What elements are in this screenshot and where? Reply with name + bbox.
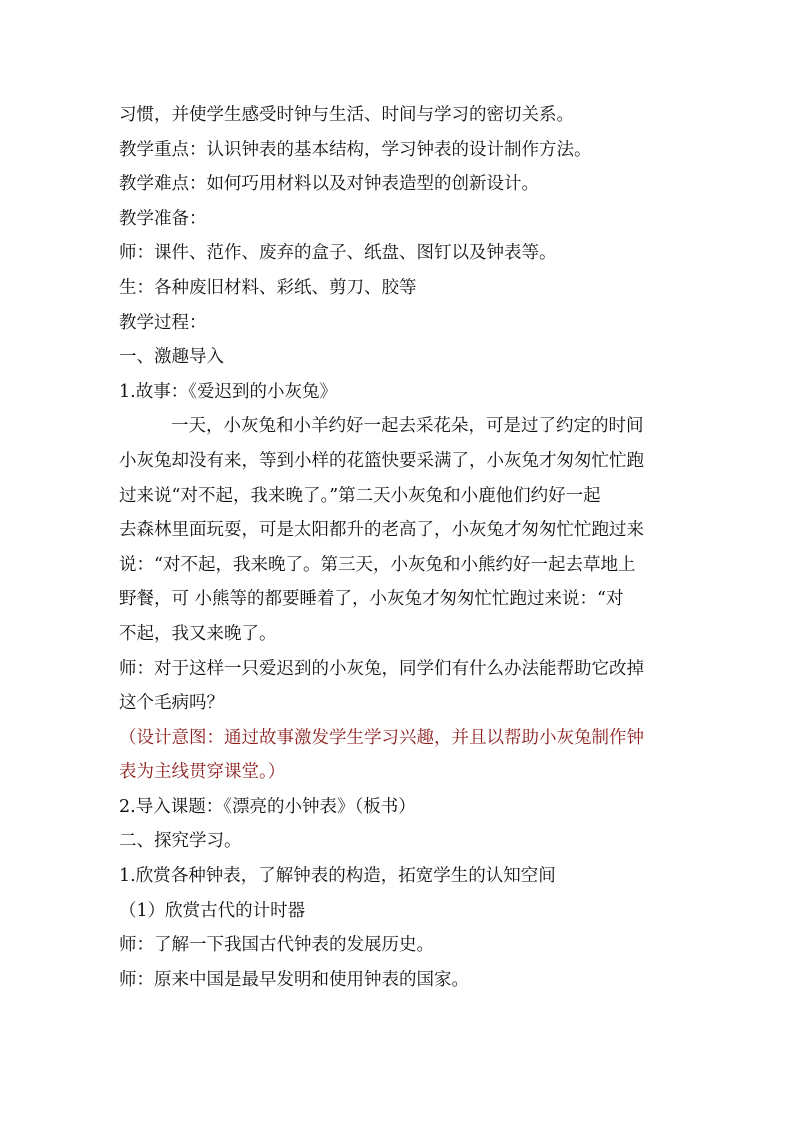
text-line: 教学准备： bbox=[119, 208, 207, 229]
text-line: 1.欣赏各种钟表，了解钟表的构造，拓宽学生的认知空间 bbox=[119, 866, 556, 887]
story-line: 去森林里面玩耍，可是太阳都升的老高了，小灰兔才匆匆忙忙跑过来 bbox=[119, 520, 644, 541]
text-line: 师：课件、范作、废弃的盒子、纸盘、图钉以及钟表等。 bbox=[119, 243, 557, 264]
text-line: 教学过程： bbox=[119, 312, 207, 333]
story-line: 说：“对不起，我来晚了。第三天，小灰兔和小熊约好一起去草地上 bbox=[119, 554, 636, 575]
story-line: 过来说“对不起，我来晚了。”第二天小灰兔和小鹿他们约好一起 bbox=[119, 485, 601, 506]
section-heading: 二、探究学习。 bbox=[119, 831, 242, 852]
design-intent-note: 表为主线贯穿课堂。） bbox=[119, 762, 286, 783]
story-line: 小灰兔却没有来，等到小样的花篮快要采满了，小灰兔才匆匆忙忙跑 bbox=[119, 450, 644, 471]
text-line: （1）欣赏古代的计时器 bbox=[119, 900, 306, 921]
text-line: 教学重点：认识钟表的基本结构，学习钟表的设计制作方法。 bbox=[119, 139, 592, 160]
text-line: 1.故事：《爱迟到的小灰兔》 bbox=[119, 381, 337, 402]
text-line: 教学难点：如何巧用材料以及对钟表造型的创新设计。 bbox=[119, 174, 539, 195]
text-line: 习惯，并使学生感受时钟与生活、时间与学习的密切关系。 bbox=[119, 105, 574, 125]
text-line: 师：原来中国是最早发明和使用钟表的国家。 bbox=[119, 969, 469, 990]
text-line: 生：各种废旧材料、彩纸、剪刀、胶等 bbox=[119, 277, 417, 298]
document-body bbox=[119, 98, 685, 997]
text-line: 师：了解一下我国古代钟表的发展历史。 bbox=[119, 935, 434, 956]
text-line: 师：对于这样一只爱迟到的小灰兔，同学们有什么办法能帮助它改掉 bbox=[119, 658, 644, 679]
text-line: 2.导入课题：《漂亮的小钟表》（板书） bbox=[119, 796, 416, 817]
section-heading: 一、激趣导入 bbox=[119, 347, 224, 368]
story-line: 不起，我又来晚了。 bbox=[119, 623, 277, 644]
story-paragraph-start: 一天，小灰兔和小羊约好一起去采花朵，可是过了约定的时间 bbox=[171, 416, 644, 437]
story-line: 野餐，可 小熊等的都要睡着了，小灰兔才匆匆忙忙跑过来说：“对 bbox=[119, 589, 624, 610]
design-intent-note: （设计意图：通过故事激发学生学习兴趣，并且以帮助小灰兔制作钟 bbox=[119, 727, 644, 748]
text-line: 这个毛病吗？ bbox=[119, 693, 224, 714]
